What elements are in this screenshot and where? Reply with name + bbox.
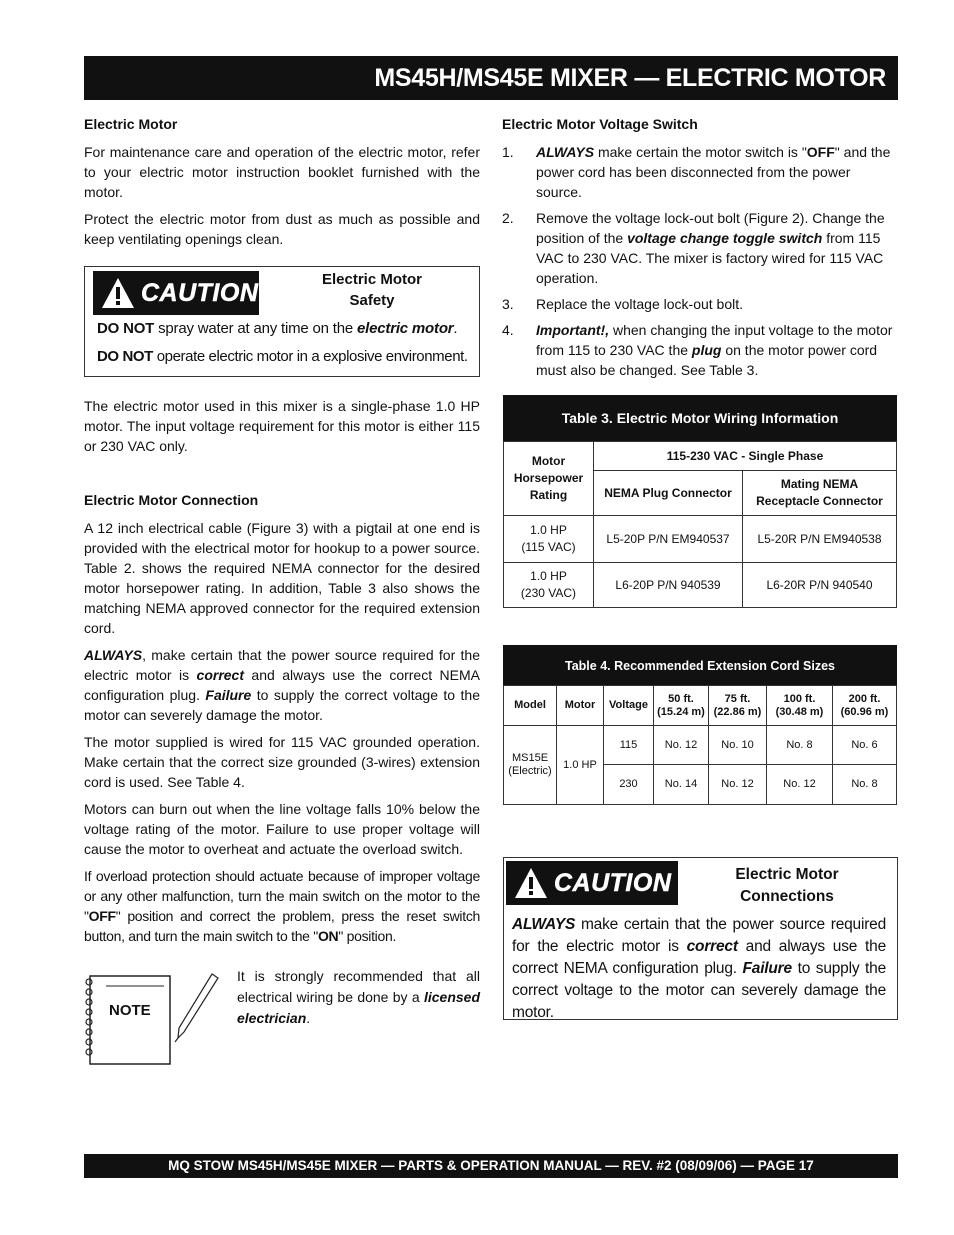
m: (60.96 m) xyxy=(840,705,889,718)
list-item xyxy=(502,208,898,288)
item-number: 3. xyxy=(502,296,514,312)
emphasis: licensed electrician xyxy=(237,989,480,1026)
item-number: 4. xyxy=(502,322,514,338)
table-row xyxy=(504,563,897,608)
cell-plug: L6-20P P/N 940539 xyxy=(594,563,743,608)
cell-plug: L5-20P P/N EM940537 xyxy=(594,516,743,563)
note-text xyxy=(237,966,480,1029)
hp: 1.0 HP xyxy=(530,523,567,537)
list-item xyxy=(502,142,898,202)
text: operate electric motor in a explosive environment. xyxy=(152,348,468,365)
emphasis: DO NOT xyxy=(97,348,153,365)
caution-line-2 xyxy=(97,347,468,367)
cell-motor: 1.0 HP xyxy=(557,726,604,805)
paragraph: A 12 inch electrical cable (Figure 3) with a pigtail at one end is provided with the electrical motor for hookup to a power source. Table 2. shows the required NEMA connector for the desired motor horsepower rating. In addition, Table 3 also shows the matching NEMA approved connector for the required extension cord. xyxy=(84,520,480,636)
table-row xyxy=(504,516,897,563)
cell-75: No. 10 xyxy=(709,726,767,765)
cell-model xyxy=(504,726,557,805)
text: to supply the correct voltage to the motor can severely damage the motor. xyxy=(84,687,480,723)
text: make certain that the power source required for the electric motor is xyxy=(512,916,886,955)
page-footer: MQ STOW MS45H/MS45E MIXER — PARTS & OPERATION MANUAL — REV. #2 (08/09/06) — PAGE 17 xyxy=(84,1154,898,1178)
emphasis: ALWAYS xyxy=(512,916,576,933)
model: MS15E xyxy=(511,752,549,764)
caution-title-line1: Electric Motor xyxy=(321,271,423,288)
cell-hp xyxy=(504,563,594,608)
text: , make certain that the power source required for the electric motor is xyxy=(84,647,480,683)
text: and always use the correct NEMA configuration plug. xyxy=(84,667,480,703)
cell-75: No. 12 xyxy=(709,765,767,805)
header-plug: NEMA Plug Connector xyxy=(594,471,743,516)
caution-box-motor-safety xyxy=(84,266,480,377)
text: . xyxy=(306,1010,311,1026)
header-200ft xyxy=(833,686,897,726)
cell-hp xyxy=(504,516,594,563)
list-item xyxy=(502,294,898,314)
page-title: MS45H/MS45E MIXER — ELECTRIC MOTOR xyxy=(84,56,898,100)
text: If overload protection should actuate because of improper voltage or any other malfunction, turn the main switch on the motor to the " xyxy=(84,868,480,924)
text: make certain the motor switch is " xyxy=(594,144,807,160)
ft: 200 ft. xyxy=(848,692,881,705)
emphasis: Failure xyxy=(205,687,252,703)
caution-body xyxy=(512,914,886,1024)
emphasis: OFF xyxy=(806,144,835,160)
table-row xyxy=(504,726,897,765)
right-column xyxy=(502,114,898,386)
paragraph: Motors can burn out when the line voltage falls 10% below the voltage rating of the motor. Failure to use proper voltage will cause the motor to overheat and actuate the overload switch. xyxy=(84,801,480,857)
warning-triangle-icon xyxy=(101,276,135,310)
cell-voltage: 230 xyxy=(604,765,654,805)
emphasis: ALWAYS xyxy=(84,647,143,663)
text: to supply the correct voltage to the motor can severely damage the motor. xyxy=(512,960,886,1021)
ft: 100 ft. xyxy=(783,692,816,705)
hp: 1.0 HP xyxy=(530,569,567,583)
list-item xyxy=(502,320,898,380)
text: on the motor power cord must also be changed. See Table 3. xyxy=(536,342,878,378)
emphasis: electric motor xyxy=(357,320,454,337)
section-heading-voltage-switch: Electric Motor Voltage Switch xyxy=(502,116,698,132)
m: (22.86 m) xyxy=(713,705,762,718)
cell-receptacle: L6-20R P/N 940540 xyxy=(743,563,897,608)
cell-50: No. 14 xyxy=(654,765,709,805)
paragraph: The electric motor used in this mixer is a single-phase 1.0 HP motor. The input voltage requirement for this motor is either 115 or 230 VAC only. xyxy=(84,398,480,454)
header-voltage: Voltage xyxy=(604,686,654,726)
text: and always use the correct NEMA configuration plug. xyxy=(512,938,886,977)
caution-title xyxy=(712,864,862,908)
text: Remove the voltage lock-out bolt (Figure 2). Change the position of the xyxy=(536,210,885,246)
header-receptacle: Mating NEMA Receptacle Connector xyxy=(743,471,897,516)
cell-voltage: 115 xyxy=(604,726,654,765)
caution-title-line1: Electric Motor xyxy=(735,866,839,883)
text: " position. xyxy=(338,928,397,944)
paragraph xyxy=(84,866,480,946)
section-heading-electric-motor: Electric Motor xyxy=(84,116,178,132)
cell-200: No. 8 xyxy=(833,765,897,805)
ft: 50 ft. xyxy=(668,692,694,705)
emphasis: plug xyxy=(691,342,722,358)
emphasis: ON xyxy=(317,928,339,944)
warning-triangle-icon xyxy=(514,866,548,900)
emphasis: DO NOT xyxy=(97,320,155,337)
cell-100: No. 12 xyxy=(767,765,833,805)
emphasis: correct xyxy=(686,938,738,955)
caution-label: CAUTION xyxy=(554,868,672,897)
text: Replace the voltage lock-out bolt. xyxy=(536,296,744,312)
voltage: (230 VAC) xyxy=(520,586,577,600)
text: when changing the input voltage to the motor from 115 to 230 VAC the xyxy=(536,322,893,358)
text: spray water at any time on the xyxy=(154,320,358,337)
text: " and the power cord has been disconnected from the power source. xyxy=(536,144,891,200)
cell-200: No. 6 xyxy=(833,726,897,765)
header-horsepower: Motor Horsepower Rating xyxy=(504,442,594,516)
emphasis: correct xyxy=(196,667,244,683)
instruction-list xyxy=(502,142,898,380)
caution-title xyxy=(297,269,447,311)
emphasis: Important!, xyxy=(536,322,610,338)
paragraph: The motor supplied is wired for 115 VAC grounded operation. Make certain that the correct size grounded (3-wires) extension cord is used. See Table 4. xyxy=(84,734,480,790)
caution-line-1 xyxy=(97,319,457,339)
item-number: 1. xyxy=(502,144,514,160)
ft: 75 ft. xyxy=(724,692,751,705)
cell-50: No. 12 xyxy=(654,726,709,765)
header-phase: 115-230 VAC - Single Phase xyxy=(594,442,897,471)
voltage: (115 VAC) xyxy=(521,540,576,554)
header-75ft xyxy=(709,686,767,726)
emphasis: Failure xyxy=(742,960,792,977)
left-column xyxy=(84,114,480,953)
emphasis: voltage change toggle switch xyxy=(627,230,823,246)
cell-receptacle: L5-20R P/N EM940538 xyxy=(743,516,897,563)
caution-label: CAUTION xyxy=(141,279,259,307)
paragraph: For maintenance care and operation of the electric motor, refer to your electric motor instruction booklet furnished with the motor. xyxy=(84,144,480,200)
caution-badge xyxy=(93,271,259,315)
header-100ft xyxy=(767,686,833,726)
paragraph xyxy=(84,645,480,725)
notepad-icon xyxy=(84,966,230,1066)
emphasis: ALWAYS xyxy=(536,144,595,160)
text: . xyxy=(453,320,458,337)
cell-100: No. 8 xyxy=(767,726,833,765)
caution-title-line2: Connections xyxy=(740,888,834,905)
caution-badge xyxy=(506,861,678,905)
header-model: Model xyxy=(504,686,557,726)
table-4-title: Table 4. Recommended Extension Cord Sizes xyxy=(503,645,897,685)
table-3-title: Table 3. Electric Motor Wiring Information xyxy=(503,395,897,441)
note-label: NOTE xyxy=(109,1002,151,1019)
note-block xyxy=(84,966,480,1066)
table-4 xyxy=(503,645,897,805)
text: from 115 VAC to 230 VAC. The mixer is factory wired for 115 VAC operation. xyxy=(536,230,884,286)
emphasis: OFF xyxy=(88,908,116,924)
table-3 xyxy=(503,395,897,608)
header-motor: Motor xyxy=(557,686,604,726)
m: (15.24 m) xyxy=(657,705,705,718)
paragraph: Protect the electric motor from dust as much as possible and keep ventilating openings clean. xyxy=(84,211,480,247)
header-50ft xyxy=(654,686,709,726)
text: It is strongly recommended that all electrical wiring be done by a xyxy=(237,968,480,1005)
m: (30.48 m) xyxy=(775,705,824,718)
section-heading-motor-connection: Electric Motor Connection xyxy=(84,492,259,508)
caution-box-motor-connections xyxy=(503,857,898,1020)
text: " position and correct the problem, press the reset switch button, and turn the main switch to the " xyxy=(84,908,480,944)
caution-title-line2: Safety xyxy=(349,292,395,309)
model-sub: (Electric) xyxy=(508,765,552,777)
item-number: 2. xyxy=(502,210,514,226)
